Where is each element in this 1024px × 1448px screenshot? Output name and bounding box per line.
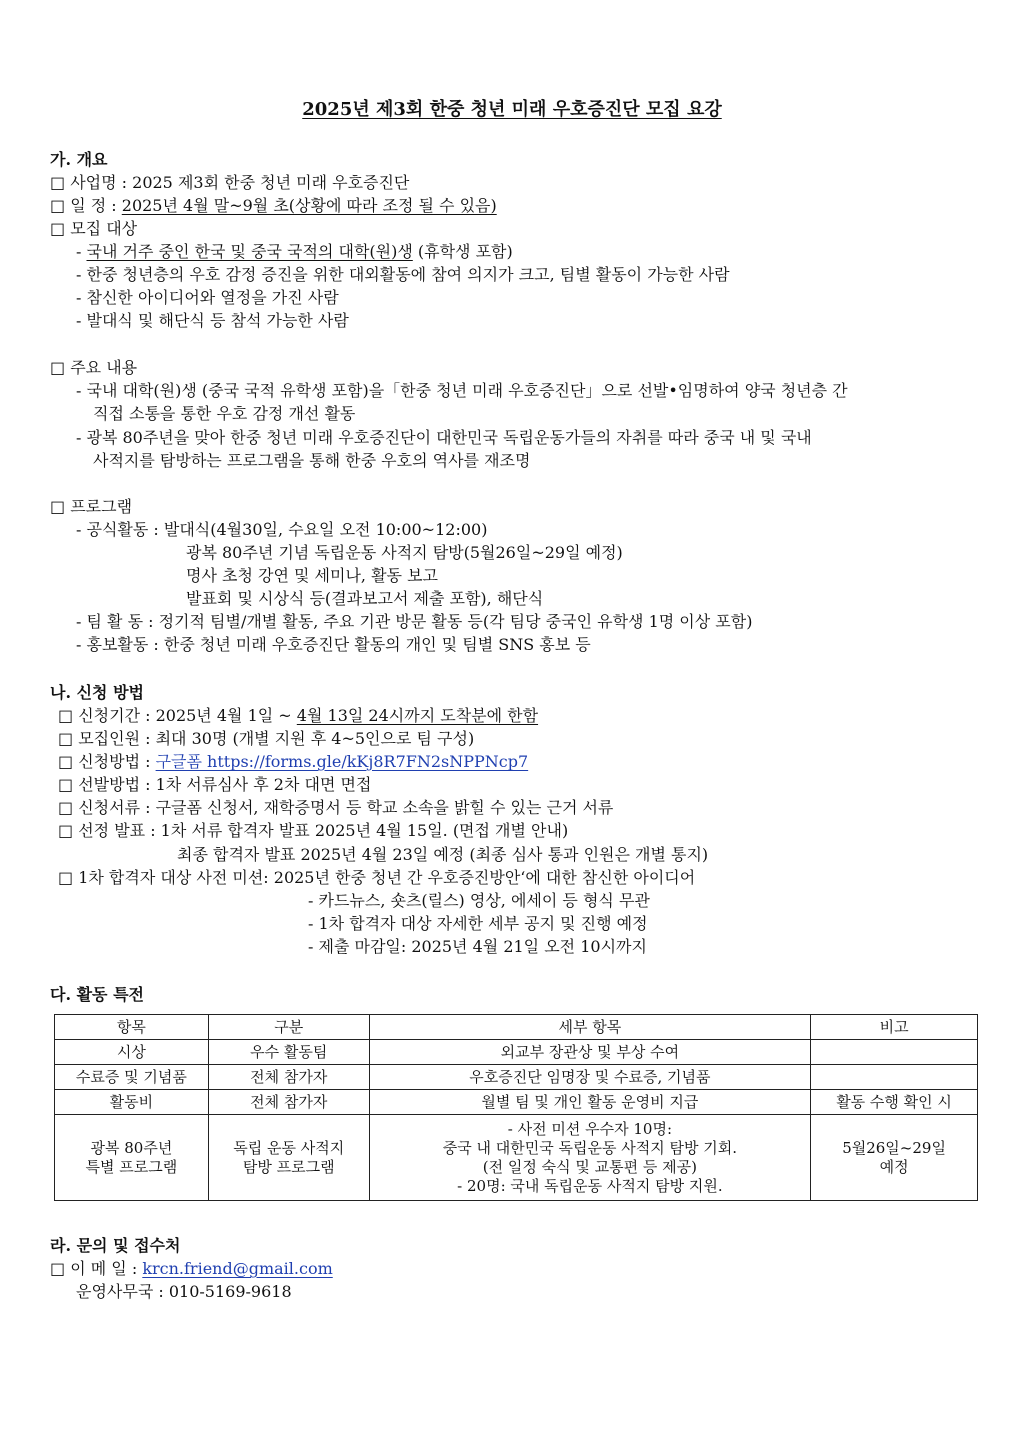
table-cell-item: 수료증 및 기념품 <box>55 1065 209 1090</box>
section-heading-benefits: 다. 활동 특전 <box>50 985 144 1004</box>
table-cell-item: 시상 <box>55 1040 209 1065</box>
table-header: 구분 <box>208 1015 369 1040</box>
section-heading-contact: 라. 문의 및 접수처 <box>50 1236 181 1255</box>
target-heading: □ 모집 대상 <box>50 219 138 238</box>
program-pr: - 홍보활동 : 한중 청년 미래 우호증진단 활동의 개인 및 팀별 SNS 홍보 등 <box>76 635 591 654</box>
table-header: 항목 <box>55 1015 209 1040</box>
apply-period: □ 신청기간 : 2025년 4월 1일 ~ 4월 13일 24시까지 도착분에 한함 <box>58 706 539 725</box>
content-heading: □ 주요 내용 <box>50 358 138 377</box>
program-heading: □ 프로그램 <box>50 497 133 516</box>
table-cell-category: 독립 운동 사적지 탐방 프로그램 <box>208 1115 369 1201</box>
table-cell-detail: 우호증진단 임명장 및 수료증, 기념품 <box>369 1065 810 1090</box>
contact-email: □ 이 메 일 : krcn.friend@gmail.com <box>50 1259 333 1278</box>
table-row-special <box>55 1115 978 1201</box>
table-cell-item: 활동비 <box>55 1090 209 1115</box>
program-official-item: 광복 80주년 기념 독립운동 사적지 탐방(5월26일~29일 예정) <box>186 543 623 562</box>
table-cell-category: 우수 활동팀 <box>208 1040 369 1065</box>
apply-mission-item: - 카드뉴스, 숏츠(릴스) 영상, 에세이 등 형식 무관 <box>308 891 650 910</box>
table-cell-detail: - 사전 미션 우수자 10명: 중국 내 대한민국 독립운동 사적지 탐방 기회. (전 일정 숙식 및 교통편 등 제공) - 20명: 국내 독립운동 사적지 탐방 지원. <box>369 1115 810 1201</box>
apply-announce-final: 최종 합격자 발표 2025년 4월 23일 예정 (최종 심사 통과 인원은 개별 통지) <box>177 845 709 864</box>
program-official: - 공식활동 : 발대식(4월30일, 수요일 오전 10:00~12:00) <box>76 520 488 539</box>
apply-announce: □ 선정 발표 : 1차 서류 합격자 발표 2025년 4월 15일. (면접 개별 안내) <box>58 821 569 840</box>
program-official-item: 발표회 및 시상식 등(결과보고서 제출 포함), 해단식 <box>186 589 544 608</box>
table-cell-item: 광복 80주년 특별 프로그램 <box>55 1115 209 1201</box>
table-cell-note <box>811 1065 978 1090</box>
page-title: 2025년 제3회 한중 청년 미래 우호증진단 모집 요강 <box>302 99 722 120</box>
apply-recruit: □ 모집인원 : 최대 30명 (개별 지원 후 4~5인으로 팀 구성) <box>58 729 475 748</box>
content-item-continued: 사적지를 탐방하는 프로그램을 통해 한중 우호의 역사를 재조명 <box>93 451 531 470</box>
schedule: □ 일 정 : 2025년 4월 말~9월 초(상황에 따라 조정 될 수 있음) <box>50 196 497 215</box>
content-item: - 국내 대학(원)생 (중국 국적 유학생 포함)을「한중 청년 미래 우호증진단」으로 선발•임명하여 양국 청년층 간 <box>76 381 848 400</box>
table-header: 세부 항목 <box>369 1015 810 1040</box>
table-cell-category: 전체 참가자 <box>208 1090 369 1115</box>
email-link[interactable]: krcn.friend@gmail.com <box>142 1259 333 1278</box>
contact-office: 운영사무국 : 010-5169-9618 <box>76 1282 292 1301</box>
apply-documents: □ 신청서류 : 구글폼 신청서, 재학증명서 등 학교 소속을 밝힐 수 있는 근거 서류 <box>58 798 614 817</box>
application-form-link[interactable]: 구글폼 https://forms.gle/kKj8R7FN2sNPPNcp7 <box>155 752 529 771</box>
section-heading-overview: 가. 개요 <box>50 150 108 169</box>
table-cell-detail: 외교부 장관상 및 부상 수여 <box>369 1040 810 1065</box>
table-cell-category: 전체 참가자 <box>208 1065 369 1090</box>
project-name: □ 사업명 : 2025 제3회 한중 청년 미래 우호증진단 <box>50 173 410 192</box>
benefits-table <box>54 1014 978 1201</box>
content-item: - 광복 80주년을 맞아 한중 청년 미래 우호증진단이 대한민국 독립운동가들의 자취를 따라 중국 내 및 국내 <box>76 428 812 447</box>
section-heading-apply: 나. 신청 방법 <box>50 683 144 702</box>
apply-mission-item: - 1차 합격자 대상 자세한 세부 공지 및 진행 예정 <box>308 914 648 933</box>
apply-method: □ 신청방법 : 구글폼 https://forms.gle/kKj8R7FN2sNPPNcp7 <box>58 752 529 771</box>
table-cell-note: 활동 수행 확인 시 <box>811 1090 978 1115</box>
apply-selection-method: □ 선발방법 : 1차 서류심사 후 2차 대면 면접 <box>58 775 372 794</box>
apply-mission: □ 1차 합격자 대상 사전 미션: 2025년 한중 청년 간 우호증진방안‘에 대한 참신한 아이디어 <box>58 868 696 887</box>
program-official-item: 명사 초청 강연 및 세미나, 활동 보고 <box>186 566 438 585</box>
table-row <box>55 1090 978 1115</box>
table-cell-note <box>811 1040 978 1065</box>
target-item: - 국내 거주 중인 한국 및 중국 국적의 대학(원)생 (휴학생 포함) <box>76 242 513 261</box>
table-header: 비고 <box>811 1015 978 1040</box>
table-cell-detail: 월별 팀 및 개인 활동 운영비 지급 <box>369 1090 810 1115</box>
apply-mission-item: - 제출 마감일: 2025년 4월 21일 오전 10시까지 <box>308 937 647 956</box>
table-header-row <box>55 1015 978 1040</box>
table-cell-note: 5월26일~29일 예정 <box>811 1115 978 1201</box>
target-item: - 참신한 아이디어와 열정을 가진 사람 <box>76 288 339 307</box>
content-item-continued: 직접 소통을 통한 우호 감정 개선 활동 <box>93 404 356 423</box>
target-item: - 발대식 및 해단식 등 참석 가능한 사람 <box>76 311 349 330</box>
target-item: - 한중 청년층의 우호 감정 증진을 위한 대외활동에 참여 의지가 크고, 팀별 활동이 가능한 사람 <box>76 265 730 284</box>
program-team: - 팀 활 동 : 정기적 팀별/개별 활동, 주요 기관 방문 활동 등(각 팀당 중국인 유학생 1명 이상 포함) <box>76 612 753 631</box>
table-row <box>55 1040 978 1065</box>
table-row <box>55 1065 978 1090</box>
